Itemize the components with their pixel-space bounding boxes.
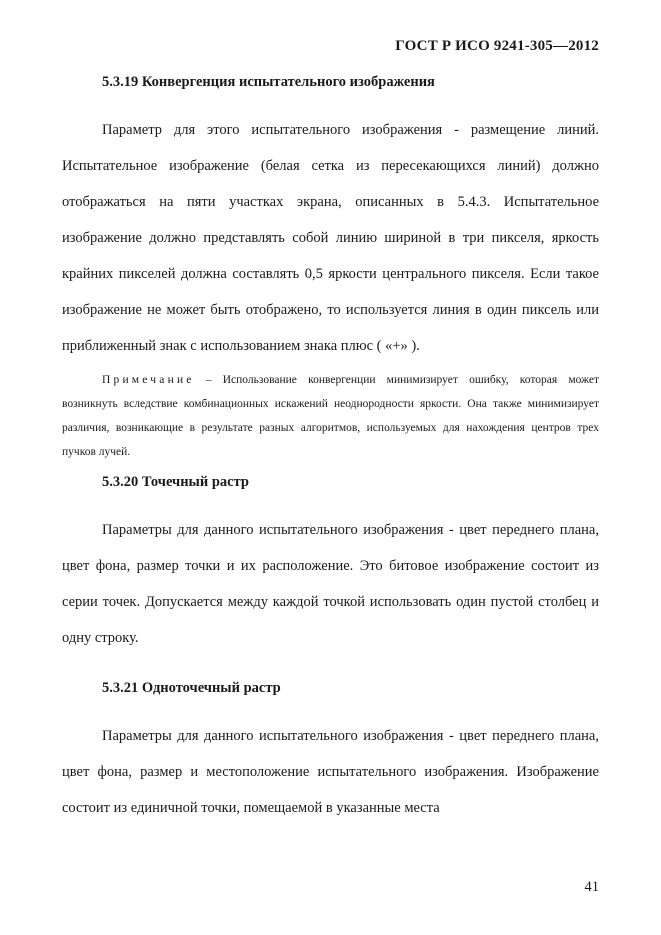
section-title-5-3-20: 5.3.20 Точечный растр xyxy=(102,474,249,490)
section-title-5-3-21: 5.3.21 Одноточечный растр xyxy=(102,680,281,696)
note-label: Примечание xyxy=(102,374,195,386)
document-header: ГОСТ Р ИСО 9241-305—2012 xyxy=(395,38,599,54)
note-text: – Использование конвергенции минимизирует ошибку, которая может возникнуть вследствие комбинационных искажений неоднородности яркости. Она также минимизирует различия, возникающие в результате разных алгоритмов, используемых для нахождения центров трех пучков лучей. xyxy=(62,374,599,458)
section-paragraph-5-3-21: Параметры для данного испытательного изображения - цвет переднего плана, цвет фона, размер и местоположение испытательного изображения. Изображение состоит из единичной точки, помещаемой в указанные места xyxy=(62,728,599,816)
section-paragraph-5-3-20: Параметры для данного испытательного изображения - цвет переднего плана, цвет фона, размер точки и их расположение. Это битовое изображение состоит из серии точек. Допускается между каждой точкой использовать один пустой столбец и одну строку. xyxy=(62,522,599,646)
note-block xyxy=(62,368,599,464)
section-title-5-3-19: 5.3.19 Конвергенция испытательного изображения xyxy=(102,74,435,90)
page-content xyxy=(62,74,599,826)
section-paragraph-5-3-19: Параметр для этого испытательного изображения - размещение линий. Испытательное изображение (белая сетка из пересекающихся линий) должно отображаться на пяти участках экрана, описанных в 5.4.3. Испытательное изображение должно представлять собой линию шириной в три пикселя, яркость крайних пикселей должна составлять 0,5 яркости центрального пикселя. Если такое изображение не может быть отображено, то используется линия в один пиксель или приближенный знак с использованием знака плюс ( «+» ). xyxy=(62,122,599,354)
page-number: 41 xyxy=(584,879,599,895)
